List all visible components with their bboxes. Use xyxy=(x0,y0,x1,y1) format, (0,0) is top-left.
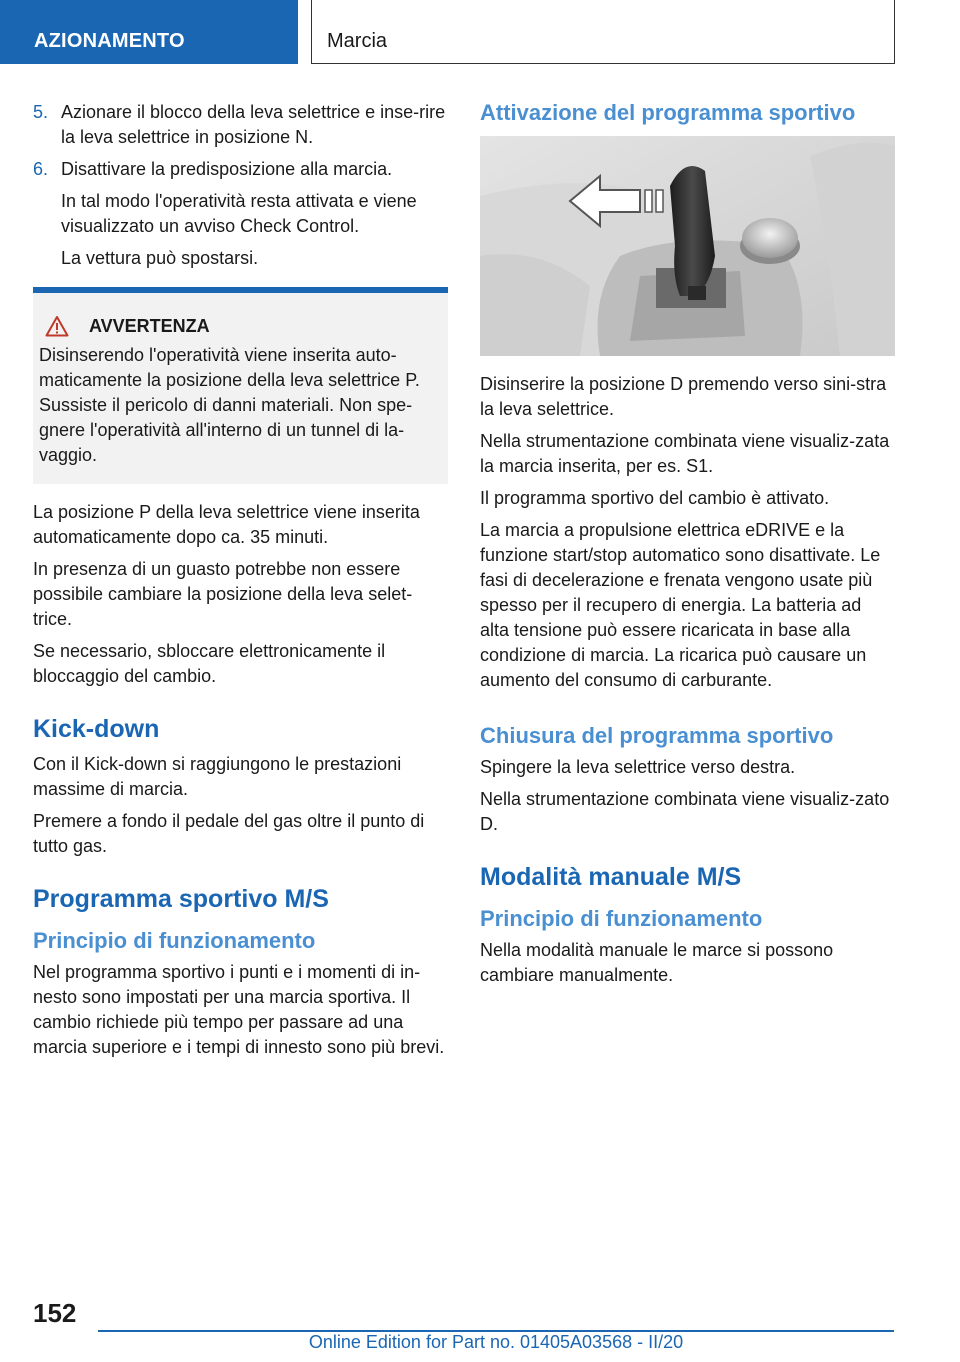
warning-title: AVVERTENZA xyxy=(89,315,210,336)
paragraph: Spingere la leva selettrice verso destra. xyxy=(480,757,796,777)
step-number: 6. xyxy=(33,159,49,179)
subheading-principle: Principio di funzionamento xyxy=(480,906,763,931)
subheading-principle: Principio di funzionamento xyxy=(33,928,316,953)
paragraph: Premere a fondo il pedale del gas oltre il punto di tutto gas. xyxy=(33,811,425,856)
paragraph: Nel programma sportivo i punti e i momenti di in‐nesto sono impostati per una marcia sportiva. Il cambio richiede più tempo per passare ad una marcia superiore e i tempi di innesto sono più brevi. xyxy=(33,962,445,1057)
page-title: Marcia xyxy=(311,0,895,64)
paragraph: Nella strumentazione combinata viene visualiz‐zata la marcia inserita, per es. S1. xyxy=(480,431,890,476)
heading-sport-program: Programma sportivo M/S xyxy=(33,885,329,913)
edition-note: Online Edition for Part no. 01405A03568 - II/20 xyxy=(308,1332,684,1352)
warning-header xyxy=(39,315,440,337)
step-5 xyxy=(33,100,448,150)
right-column xyxy=(480,100,895,995)
warning-box xyxy=(33,287,448,484)
heading-manual-mode: Modalità manuale M/S xyxy=(480,863,742,891)
paragraph: Il programma sportivo del cambio è attivato. xyxy=(480,488,830,508)
paragraph: Nella strumentazione combinata viene visualiz‐zato D. xyxy=(480,789,890,834)
heading-activation: Attivazione del programma sportivo xyxy=(480,100,856,125)
page-number: 152 xyxy=(33,1298,77,1328)
paragraph: Con il Kick-down si raggiungono le prestazioni massime di marcia. xyxy=(33,754,402,799)
section-tab: AZIONAMENTO xyxy=(0,0,298,64)
gear-selector-photo xyxy=(480,136,895,356)
paragraph: Disinserire la posizione D premendo verso sini‐stra la leva selettrice. xyxy=(480,374,887,419)
step-number: 5. xyxy=(33,102,49,122)
step-text: Disattivare la predisposizione alla marcia. xyxy=(61,159,393,179)
heading-kick-down: Kick-down xyxy=(33,715,160,743)
step-text: Azionare il blocco della leva selettrice e inse‐rire la leva selettrice in posizione N. xyxy=(61,102,446,147)
paragraph: In presenza di un guasto potrebbe non essere possibile cambiare la posizione della leva selet‐trice. xyxy=(33,559,413,629)
heading-closing: Chiusura del programma sportivo xyxy=(480,723,834,748)
left-column xyxy=(33,100,448,1067)
step-note: La vettura può spostarsi. xyxy=(61,248,259,268)
paragraph: La posizione P della leva selettrice viene inserita automaticamente dopo ca. 35 minuti. xyxy=(33,502,420,547)
paragraph: Nella modalità manuale le marce si possono cambiare manualmente. xyxy=(480,940,834,985)
warning-text: Disinserendo l'operatività viene inserita auto‐maticamente la posizione della leva selettrice P. Sussiste il pericolo di danni materiali. Non spe‐gnere l'operatività all'interno di un tunnel di la‐vaggio. xyxy=(39,345,420,465)
step-6 xyxy=(33,157,448,182)
warning-triangle-icon xyxy=(45,315,75,337)
step-note: In tal modo l'operatività resta attivata e viene visualizzato un avviso Check Control. xyxy=(61,191,417,236)
paragraph: Se necessario, sbloccare elettronicamente il bloccaggio del cambio. xyxy=(33,641,386,686)
paragraph: La marcia a propulsione elettrica eDRIVE e la funzione start/stop automatico sono disattivate. Le fasi di decelerazione e frenata vengono usate più spesso per il recupero di energia. La batteria ad alta tensione può essere ricaricata in base alla condizione di marcia. La ricarica può causare un aumento del consumo di carburante. xyxy=(480,520,881,690)
